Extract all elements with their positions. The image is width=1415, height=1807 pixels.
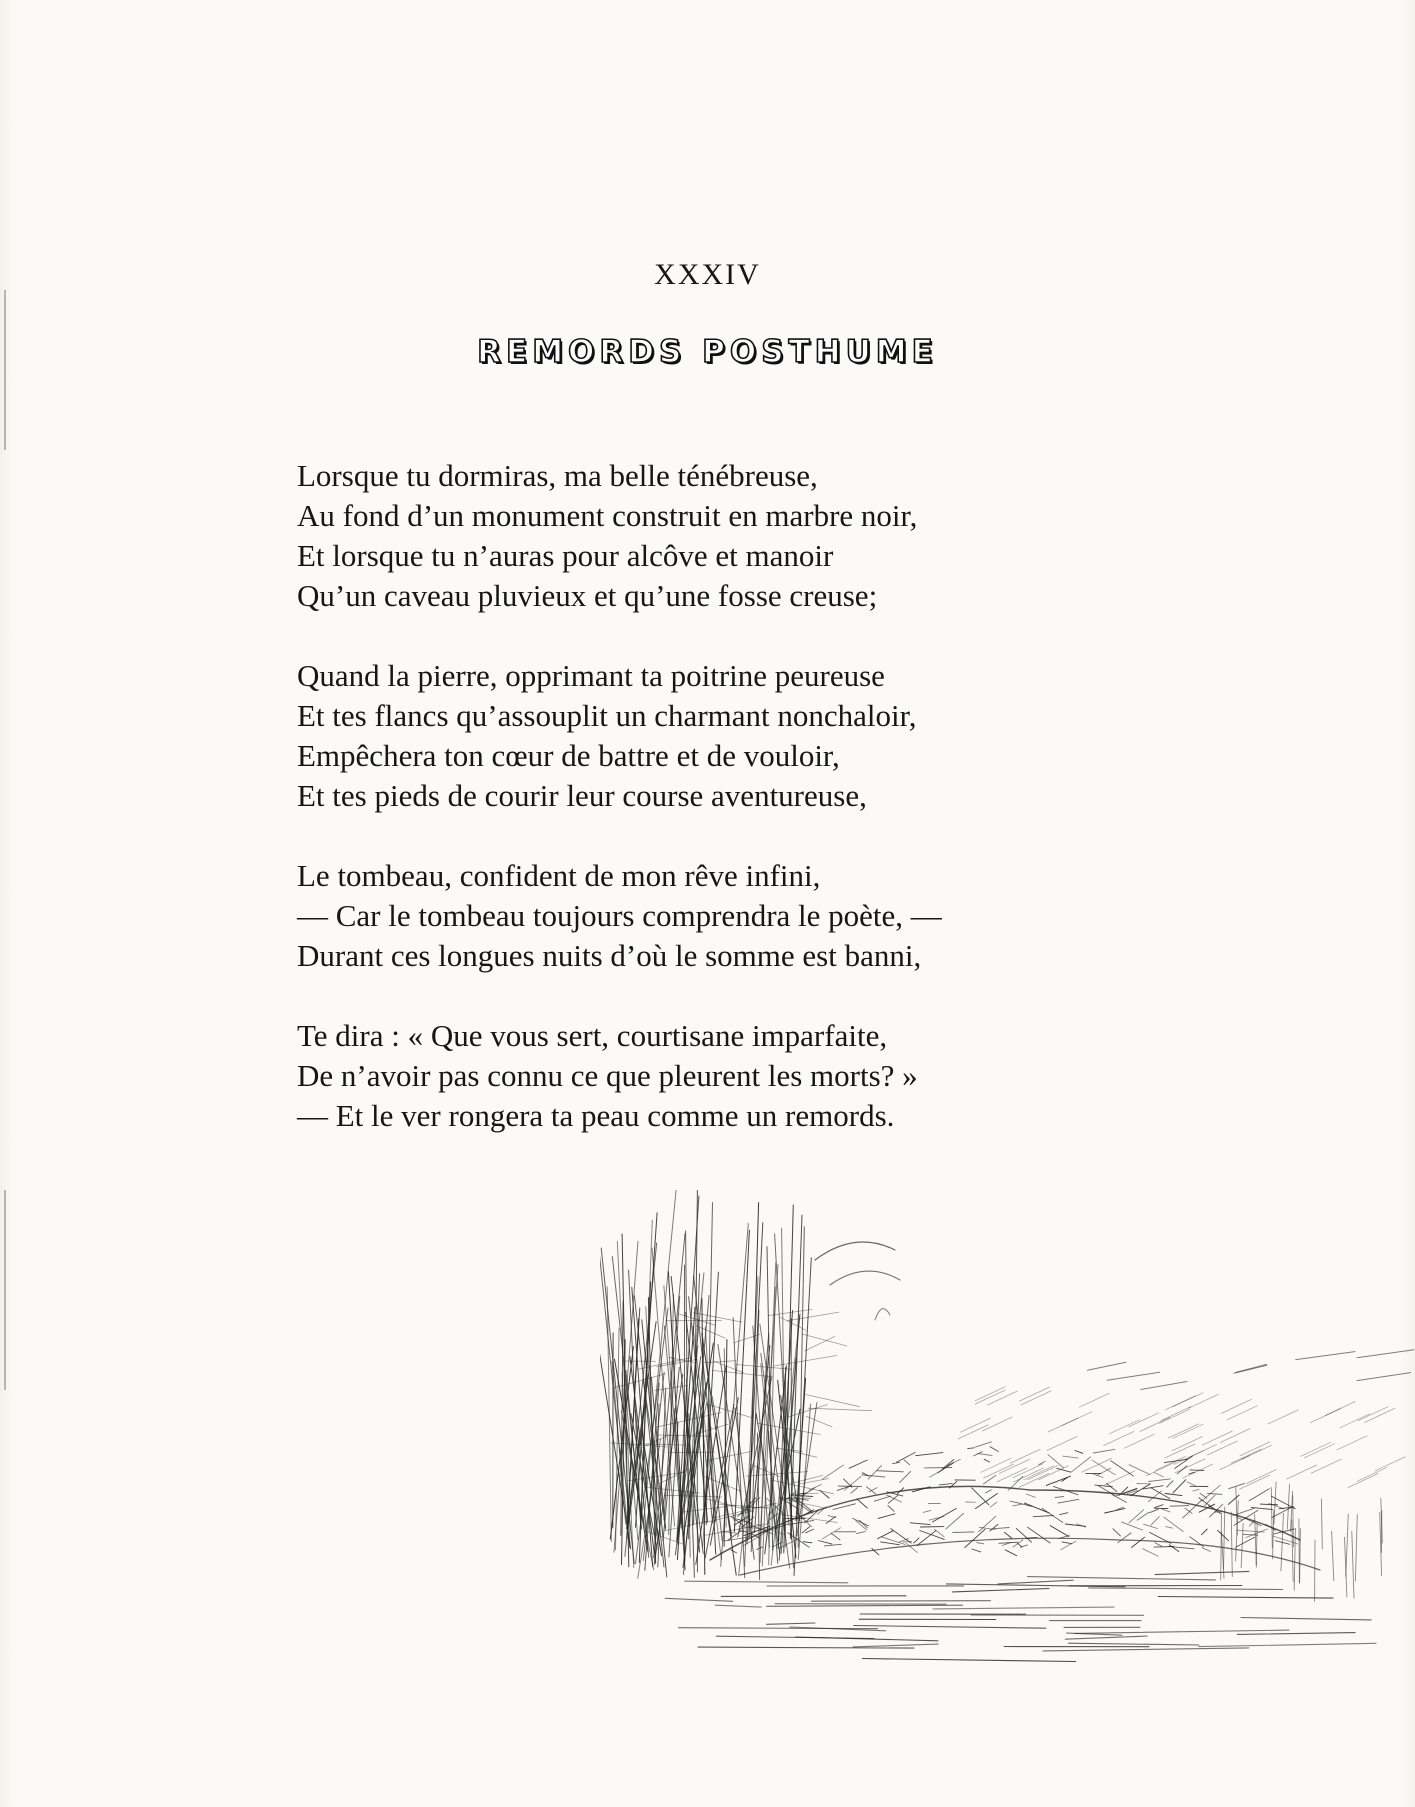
engraving-stroke [1296,1352,1355,1360]
engraving-stroke [785,1367,786,1530]
engraving-stroke [977,1543,984,1544]
engraving-stroke [933,1607,1114,1609]
stanza [297,456,1097,616]
engraving-stroke [1166,1396,1196,1410]
engraving-stroke [904,1460,910,1465]
engraving-stroke [994,1528,1009,1529]
engraving-stroke [953,1589,1049,1592]
engraving-stroke [1166,1527,1173,1529]
engraving-stroke [1311,1459,1341,1473]
verse-line: Te dira : « Que vous sert, courtisane imparfaite, [297,1018,888,1053]
engraving-stroke [857,1532,866,1534]
engraving-stroke [932,1509,956,1523]
engraving-stroke [1017,1543,1022,1547]
engraving-stroke [1256,1524,1257,1565]
engraving-stroke [1228,1495,1239,1504]
engraving-stroke [1161,1407,1191,1421]
engraving-stroke [1246,1470,1276,1484]
engraving-stroke [1028,1527,1051,1543]
engraving-stroke [1087,1362,1126,1370]
engraving-stroke [1124,1434,1154,1448]
verse-line: Empêchera ton cœur de battre et de vouloir, [297,738,840,773]
engraving-stroke [1218,1530,1229,1540]
engraving-stroke [1104,1432,1134,1446]
verse-line: Et tes pieds de courir leur course aventureuse, [297,778,867,813]
engraving-stroke [972,1549,981,1552]
engraving-stroke [792,1476,823,1484]
engraving-stroke [1043,1648,1249,1651]
engraving-stroke [975,1442,991,1447]
engraving-stroke [1063,1456,1079,1458]
engraving-stroke [1160,1409,1190,1423]
engraving-stroke [1105,1471,1135,1485]
engraving-stroke [1268,1410,1298,1424]
engraving-stroke [1129,1510,1144,1523]
engraving-stroke [1079,1393,1109,1407]
engraving-stroke [767,1605,963,1606]
engraving-stroke [689,1297,713,1524]
engraving-stroke [1019,1473,1049,1487]
verse-line: Et tes flancs qu’assouplit un charmant nonchaloir, [297,698,917,733]
engraving-stroke [1240,1442,1270,1456]
engraving-stroke [1175,1456,1193,1469]
engraving-stroke [1231,1449,1261,1463]
engraving-stroke [734,1334,760,1343]
engraving-stroke [803,1542,812,1543]
engraving-stroke [1068,1643,1199,1645]
engraving-stroke [999,1542,1018,1543]
engraving-stroke [1112,1495,1127,1503]
binding-thread-mark [4,290,6,450]
engraving-stroke [990,1447,998,1452]
engraving-stroke [877,1471,903,1472]
engraving-stroke [1273,1510,1274,1558]
engraving-stroke [910,1523,930,1525]
engraving-stroke [1241,1618,1371,1620]
engraving-stroke [1224,1507,1225,1569]
engraving-stroke [1231,1512,1232,1576]
engraving-stroke [803,1334,847,1346]
engraving-stroke [874,1496,890,1501]
engraving-stroke [715,1605,761,1607]
engraving-stroke [1220,1429,1250,1443]
engraving-stroke [1240,1475,1270,1489]
engraving-stroke [1065,1524,1085,1526]
engraving-stroke [1048,1418,1078,1432]
engraving-stroke [886,1495,901,1502]
engraving-stroke [946,1513,964,1529]
engraving-stroke [1165,1444,1195,1458]
engraving-stroke [1024,1503,1049,1513]
engraving-stroke [1132,1537,1145,1547]
engraving-stroke [1075,1451,1083,1454]
engraving-stroke [1033,1516,1053,1517]
engraving-stroke [1183,1464,1213,1478]
verse-line: Et lorsque tu n’auras pour alcôve et manoir [297,538,834,573]
engraving-stroke [1158,1597,1333,1599]
engraving-stroke [1221,1399,1251,1413]
engraving-stroke [844,1476,861,1490]
engraving-stroke [822,1528,840,1539]
engraving-stroke [878,1514,895,1519]
engraving-stroke [875,1309,890,1320]
engraving-stroke [1352,1531,1354,1598]
engraving-stroke [1065,1636,1147,1639]
engraving-stroke [1109,1420,1139,1434]
engraving-stroke [1164,1517,1183,1532]
engraving-stroke [1155,1543,1162,1547]
engraving-stroke [1293,1496,1294,1547]
engraving-stroke [986,1490,992,1493]
verse-line: — Et le ver rongera ta peau comme un remords. [297,1098,895,1133]
poem-title: REMORDS POSTHUME [477,334,938,370]
engraving-stroke [1107,1372,1159,1380]
engraving-stroke [1375,1457,1405,1471]
engraving-stroke [685,1581,848,1583]
engraving-stroke [1199,1643,1376,1646]
engraving-stroke [1187,1482,1196,1486]
engraving-stroke [1154,1473,1163,1477]
engraving-stroke [1311,1409,1341,1423]
engraving-stroke [990,1524,998,1531]
engraving-stroke [968,1448,975,1449]
engraving-stroke [868,1466,881,1480]
engraving-stroke [824,1544,841,1546]
engraving-stroke [806,1416,832,1427]
engraving-stroke [854,1626,1046,1629]
engraving-stroke [665,1598,733,1601]
engraving-stroke [1047,1437,1077,1451]
engraving-stroke [1071,1457,1091,1472]
stanza [297,1016,1097,1136]
poem-number: XXXIV [654,258,761,291]
engraving-stroke [822,1465,843,1479]
engraving-stroke [1207,1441,1237,1455]
stanza [297,656,1097,816]
engraving-stroke [1355,1514,1357,1581]
engraving-stroke [1304,1444,1334,1458]
engraving-stroke [1189,1394,1219,1408]
engraving-stroke [806,1529,814,1533]
engraving-stroke [790,1520,814,1524]
engraving-stroke [853,1644,938,1647]
engraving-stroke [975,1390,1005,1404]
engraving-stroke [975,1494,997,1509]
engraving-stroke [1028,1577,1216,1580]
engraving-stroke [1202,1529,1208,1535]
engraving-stroke [920,1531,945,1540]
engraving-stroke [788,1405,828,1418]
engraving-stroke [1151,1517,1159,1526]
engraving-stroke [1150,1509,1158,1512]
engraving-stroke [1060,1513,1068,1515]
engraving-stroke [775,1604,946,1605]
engraving-stroke [982,1417,1012,1431]
engraving-stroke [1237,1633,1355,1635]
engraving-stroke [808,1408,871,1411]
engraving-stroke [862,1475,885,1477]
engraving-stroke [900,1471,911,1482]
engraving-stroke [1321,1499,1322,1549]
engraving-stroke [1165,1494,1182,1496]
engraving-stroke [787,1312,839,1321]
engraving-stroke [830,1271,900,1285]
verse-line: Qu’un caveau pluvieux et qu’une fosse creuse; [297,578,878,613]
engraving-stroke [1236,1537,1255,1547]
engraving-stroke [998,1580,1073,1584]
engraving-stroke [888,1506,894,1512]
engraving-stroke [1162,1509,1170,1512]
engraving-stroke [1048,1455,1064,1469]
engraving-stroke [802,1527,810,1534]
engraving-stroke [1340,1414,1370,1428]
engraving-stroke [740,1538,1320,1575]
engraving-stroke [1005,1550,1017,1556]
engraving-stroke [961,1418,991,1432]
engraving-stroke [1234,1365,1267,1373]
engraving-stroke [984,1459,990,1462]
engraving-stroke [806,1395,860,1407]
engraving-stroke [1169,1545,1179,1552]
engraving-stroke [731,1550,737,1553]
engraving-stroke [1118,1533,1131,1543]
engraving-stroke [1050,1526,1069,1537]
engraving-stroke [923,1510,931,1512]
engraving-stroke [1249,1489,1269,1501]
engraving-stroke [1227,1406,1257,1420]
engraving-stroke [1190,1470,1204,1471]
engraving-stroke [1113,1529,1121,1536]
poem-body [297,456,1097,1176]
engraving-stroke [1346,1514,1349,1576]
engraving-stroke [796,1637,938,1641]
engraving-stroke [851,1488,858,1494]
engraving-stroke [1143,1549,1159,1557]
engraving-stroke [1348,1474,1378,1488]
engraving-stroke [809,1485,821,1491]
engraving-stroke [958,1425,988,1439]
engraving-stroke [1357,1373,1411,1381]
engraving-stroke [1062,1542,1072,1544]
verse-line: Durant ces longues nuits d’où le somme est banni, [297,938,922,973]
engraving-stroke [1075,1630,1289,1633]
engraving-stroke [914,1538,919,1543]
engraving-stroke [1097,1468,1111,1475]
binding-thread-mark [4,1190,6,1390]
engraving-stroke [1105,1508,1125,1513]
engraving-stroke [878,1531,894,1539]
engraving-stroke [1016,1528,1031,1542]
engraving-stroke [1287,1484,1289,1529]
engraving-stroke [862,1659,1075,1662]
engraving-stroke [857,1499,868,1508]
engraving-stroke [881,1542,900,1545]
engraving-stroke [953,1532,974,1533]
engraving-stroke [1173,1480,1186,1493]
engraving-stroke [1167,1481,1173,1488]
engraving-stroke [916,1453,943,1456]
engraving-stroke [815,1242,895,1260]
engraving-stroke [978,1454,992,1456]
engraving-stroke [1149,1479,1171,1482]
engraving-stroke [1301,1442,1331,1456]
engraving-stroke [1170,1506,1189,1507]
engraving-stroke [1242,1445,1272,1459]
engraving-stroke [1005,1532,1012,1538]
engraving-stroke [1089,1588,1283,1590]
engraving-stroke [1202,1548,1210,1552]
verse-line: De n’avoir pas connu ce que pleurent les morts? » [297,1058,918,1093]
engraving-stroke [1332,1531,1334,1580]
engraving-stroke [1155,1505,1164,1508]
engraving-stroke [1129,1465,1150,1475]
verse-line: Quand la pierre, opprimant ta poitrine peureuse [297,658,885,693]
engraving-stroke [1155,1571,1249,1574]
verse-line: Le tombeau, confident de mon rêve infini, [297,858,821,893]
engraving-stroke [734,1230,749,1531]
engraving-stroke [1169,1424,1199,1438]
engraving-stroke [939,1484,952,1485]
engraving-stroke [679,1628,878,1629]
engraving-stroke [1193,1489,1199,1491]
engraving-stroke [1146,1462,1176,1476]
verse-line: Lorsque tu dormiras, ma belle ténébreuse, [297,458,818,493]
engraving-stroke [1141,1382,1187,1390]
engraving-reeds-grave-icon [600,1190,1415,1670]
engraving-stroke [698,1647,914,1648]
engraving-stroke [1122,1522,1143,1530]
engraving-stroke [1172,1437,1202,1451]
engraving-stroke [818,1541,832,1545]
engraving-stroke [721,1596,906,1597]
verse-line: — Car le tombeau toujours comprendra le poète, — [297,898,942,933]
engraving-stroke [1287,1465,1317,1479]
engraving-stroke [1093,1449,1115,1453]
verse-line: Au fond d’un monument construit en marbre noir, [297,498,918,533]
stanza [297,856,1097,976]
engraving-stroke [831,1533,840,1540]
engraving-stroke [1357,1467,1387,1481]
engraving-stroke [849,1460,867,1468]
engraving-stroke [1300,1529,1301,1583]
engraving-stroke [1155,1457,1185,1471]
engraving-stroke [1173,1424,1203,1438]
engraving-stroke [1202,1431,1232,1445]
engraving-stroke [1055,1497,1064,1498]
engraving-stroke [1186,1445,1216,1459]
engraving-stroke [1357,1350,1414,1358]
engraving-stroke [983,1475,996,1484]
engraving-stroke [1337,1436,1367,1450]
engraving-stroke [1058,1499,1079,1503]
engraving-stroke [1024,1466,1054,1480]
engraving-stroke [767,1623,815,1624]
engraving-stroke [990,1502,996,1507]
engraving-stroke [1026,1494,1035,1497]
engraving-stroke [629,1270,641,1526]
engraving-stroke [1013,1504,1022,1506]
engraving-stroke [1221,1514,1222,1580]
engraving-stroke [1274,1482,1276,1524]
engraving-stroke [1107,1483,1117,1491]
engraving-stroke [812,1601,991,1602]
engraving-stroke [1241,1523,1243,1567]
engraving-stroke [828,1516,836,1518]
